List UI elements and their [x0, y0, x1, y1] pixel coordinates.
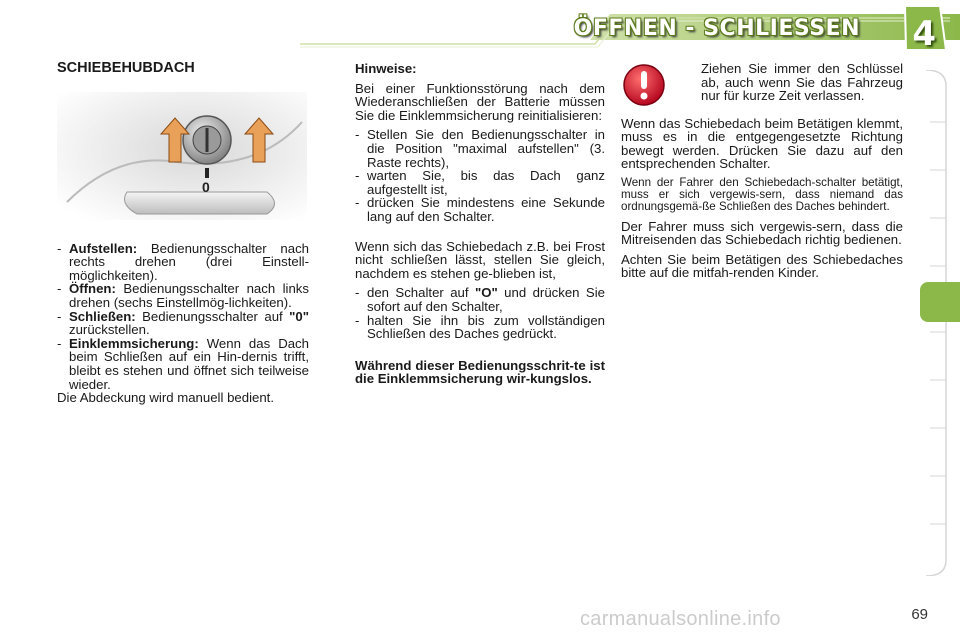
warning-icon — [621, 62, 701, 111]
step-text: halten Sie ihn bis zum vollständigen Schließen des Daches gedrückt. — [367, 312, 605, 342]
section-title: SCHIEBEHUBDACH — [57, 60, 195, 76]
sunroof-control-illustration — [57, 92, 307, 220]
watermark: carmanualsonline.info — [580, 608, 781, 630]
item-text-2: zurückstellen. — [69, 322, 150, 338]
tab-strip-lines — [926, 70, 948, 576]
frost-paragraph: Wenn sich das Schiebedach z.B. bei Frost nicht schließen lässt, stellen Sie gleich, nachdem es stehen ge-blieben ist, — [355, 238, 605, 281]
item-text: Bedienungsschalter nach links drehen (sechs Einstellmög-lichkeiten). — [69, 281, 309, 310]
column-2 — [355, 62, 605, 386]
chapter-number: 4 — [912, 14, 936, 54]
step-text: warten Sie, bis das Dach ganz aufgestellt ist, — [367, 168, 605, 197]
step-text-2: und drücken Sie sofort auf den Schalter, — [367, 285, 605, 314]
page-number: 69 — [911, 606, 928, 623]
step-item: - warten Sie, bis das Dach ganz aufgestellt ist, — [355, 168, 605, 197]
item-term: Schließen: — [69, 308, 136, 324]
children-paragraph: Achten Sie beim Betätigen des Schiebedaches bitte auf die mitfah-renden Kinder. — [621, 251, 903, 281]
step-item: - halten Sie ihn bis zum vollständigen Schließen des Daches gedrückt. — [355, 312, 605, 342]
step-text: Stellen Sie den Bedienungsschalter in die Position "maximal aufstellen" (3. Raste rechts), — [367, 127, 605, 170]
column-1 — [57, 60, 309, 405]
chapter-tab-strip — [926, 70, 948, 576]
list-item: - Schließen: Bedienungsschalter auf "0" zurückstellen. — [57, 308, 309, 338]
jam-paragraph: Wenn das Schiebedach beim Betätigen klemmt, muss es in die entgegengesetzte Richtung bewegt werden. Drücken Sie dazu auf den entsprechenden Schalter. — [621, 115, 903, 172]
figure-label: 0 — [202, 178, 210, 195]
step-item: - Stellen Sie den Bedienungsschalter in die Position "maximal aufstellen" (3. Raste rechts), — [355, 127, 605, 170]
step-text: den Schalter auf — [367, 285, 475, 301]
item-text: Bedienungsschalter nach rechts drehen (drei Einstell-möglichkeiten). — [69, 240, 309, 283]
item-term: Aufstellen: — [69, 240, 138, 256]
step-item: - drücken Sie mindestens eine Sekunde lang auf den Schalter. — [355, 195, 605, 224]
notes-intro: Bei einer Funktionsstörung nach dem Wiederanschließen der Batterie müssen Sie die Einklemmsicherung reinitialisieren: — [355, 80, 605, 123]
list-item: - Öffnen: Bedienungsschalter nach links drehen (sechs Einstellmög-lichkeiten). — [57, 281, 309, 310]
cover-note: Die Abdeckung wird manuell bedient. — [57, 390, 274, 406]
page-title: ÖFFNEN - SCHLIESSEN — [573, 16, 860, 41]
item-term: Öffnen: — [69, 281, 116, 297]
warning-paragraph: Während dieser Bedienungsschrit-te ist die Einklemmsicherung wir-kungslos. — [355, 357, 605, 387]
item-term: Einklemmsicherung: — [69, 335, 199, 351]
passengers-paragraph: Der Fahrer muss sich vergewis-sern, dass die Mitreisenden das Schiebedach richtig bedienen. — [621, 218, 903, 248]
step-text: drücken Sie mindestens eine Sekunde lang auf den Schalter. — [367, 195, 605, 224]
notes-title: Hinweise: — [355, 61, 417, 76]
step-item: - den Schalter auf "O" und drücken Sie sofort auf den Schalter, — [355, 285, 605, 314]
page-header — [0, 0, 960, 58]
step-code: "O" — [474, 285, 498, 301]
key-warning-text: Ziehen Sie immer den Schlüssel ab, auch wenn Sie das Fahrzeug nur für kurze Zeit verlassen. — [701, 61, 903, 104]
item-text: Bedienungsschalter auf — [135, 308, 290, 324]
item-code: "0" — [289, 308, 309, 324]
list-item: - Einklemmsicherung: Wenn das Dach beim Schließen auf ein Hin-dernis trifft, bleibt es stehen und öffnet sich teilweise wieder. — [57, 335, 309, 392]
item-text: Wenn das Dach beim Schließen auf ein Hin-dernis trifft, bleibt es stehen und öffnet sich teilweise wieder. — [69, 335, 309, 392]
driver-check-paragraph: Wenn der Fahrer den Schiebedach-schalter betätigt, muss er sich vergewis-sern, dass niemand das ordnungsgemä-ße Schließen des Daches behindert. — [621, 175, 903, 214]
chapter-tab-active[interactable] — [920, 282, 960, 322]
column-3 — [621, 62, 903, 280]
list-item: - Aufstellen: Bedienungsschalter nach rechts drehen (drei Einstell-möglichkeiten). — [57, 240, 309, 283]
